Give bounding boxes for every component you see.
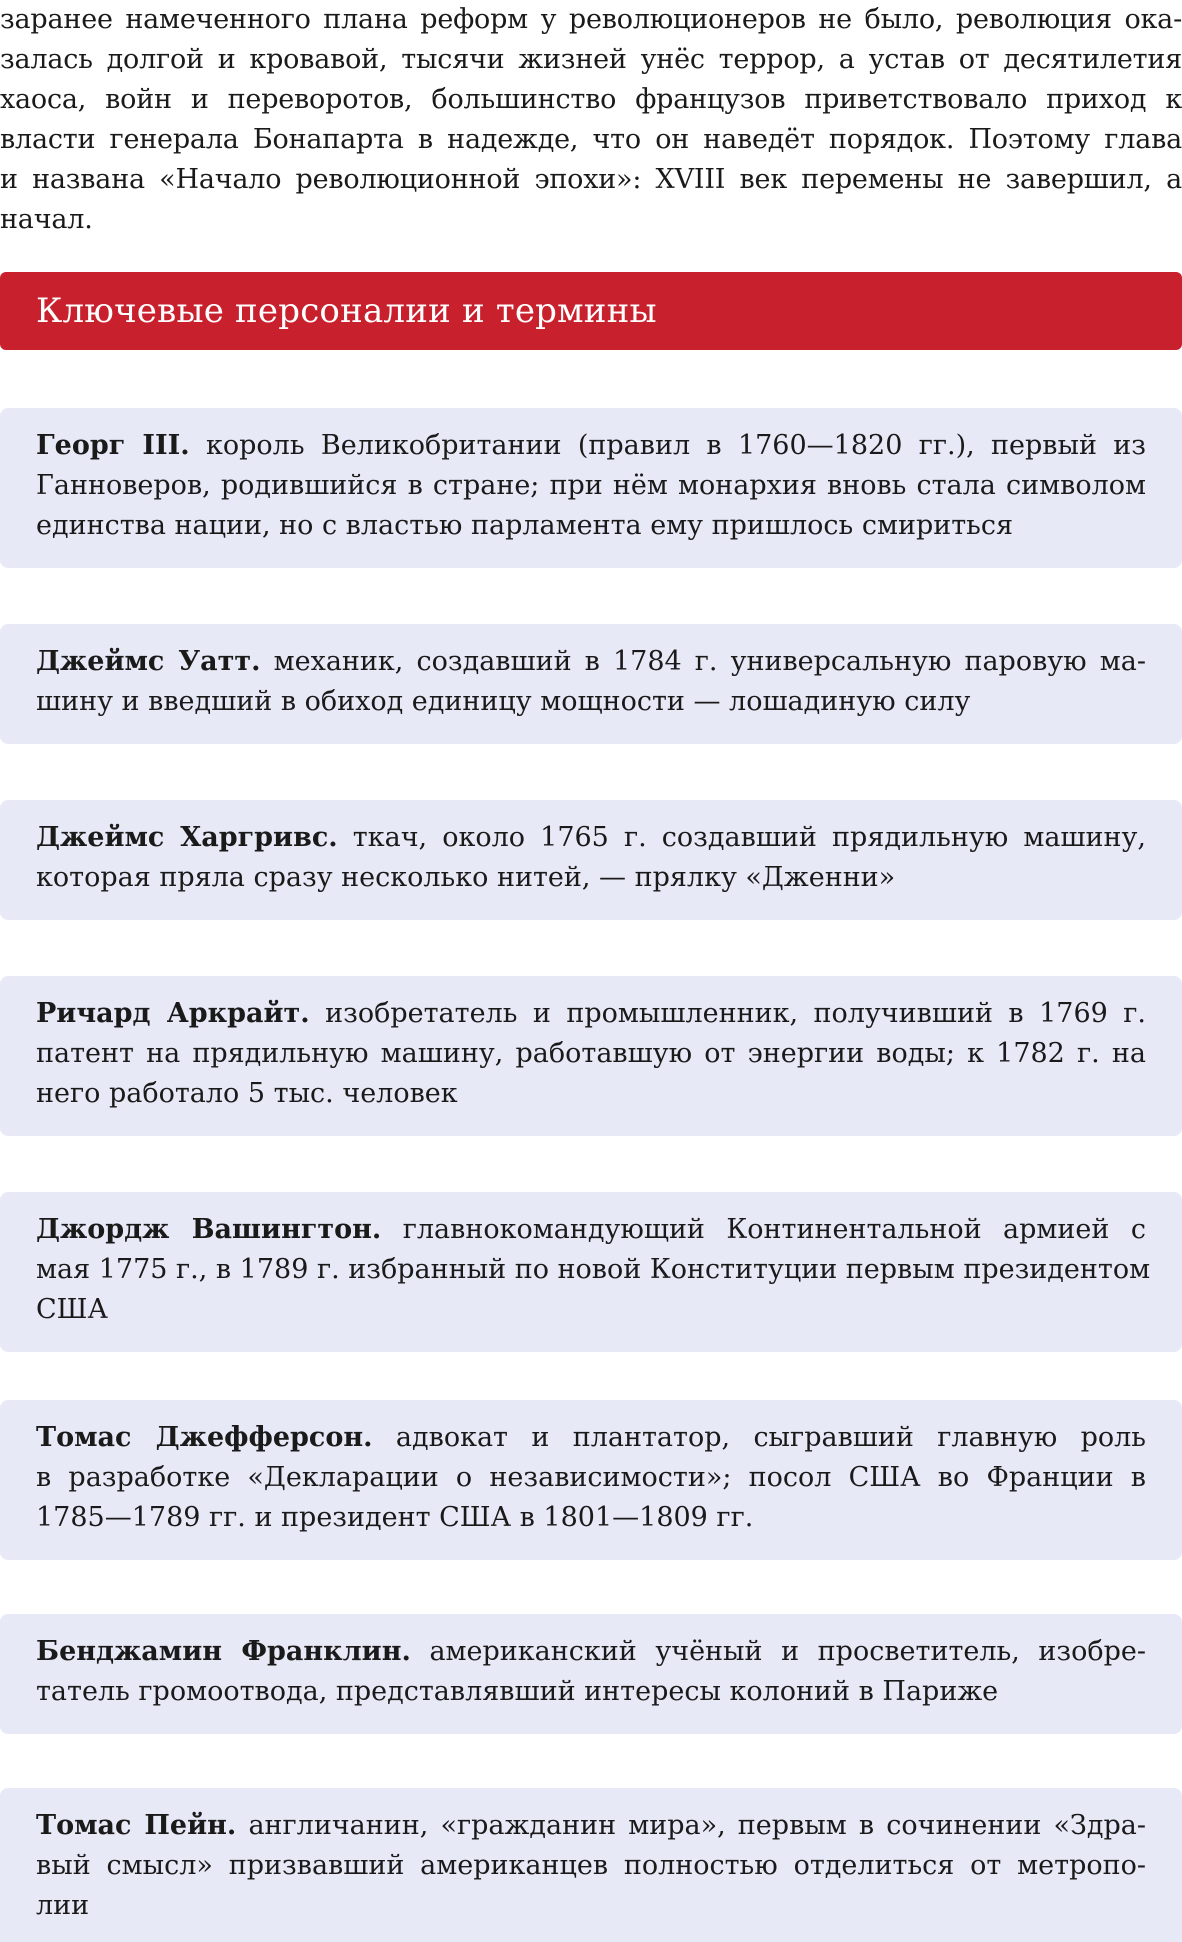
term-definition: изобретатель и промышленник, получивший в 1769 г. bbox=[309, 998, 1146, 1029]
term-card-line: патент на прядильную машину, работавшую от энергии воды; к 1782 г. на bbox=[36, 1038, 1146, 1069]
term-definition: главнокомандующий Континентальной армией с bbox=[381, 1214, 1146, 1245]
term-definition: англичанин, «гражданин мира», первым в сочинении «Здра- bbox=[236, 1810, 1146, 1841]
term-card-line bbox=[36, 426, 1146, 466]
term-definition: механик, создавший в 1784 г. универсальную паровую ма- bbox=[260, 646, 1146, 677]
term-card bbox=[0, 624, 1182, 744]
term-card-line: единства нации, но с властью парламента ему пришлось смириться bbox=[36, 510, 1014, 541]
section-title: Ключевые персоналии и термины bbox=[36, 291, 657, 331]
term-card bbox=[0, 1614, 1182, 1734]
term-card bbox=[0, 408, 1182, 568]
term-card bbox=[0, 800, 1182, 920]
intro-paragraph bbox=[0, 0, 1182, 240]
term-card-line: США bbox=[36, 1294, 108, 1325]
term-definition: американский учёный и просветитель, изобре- bbox=[410, 1636, 1146, 1667]
term-card-line: него работало 5 тыс. человек bbox=[36, 1078, 458, 1109]
term-card-line bbox=[36, 1632, 1146, 1672]
term-card bbox=[0, 976, 1182, 1136]
term-card-line bbox=[36, 994, 1146, 1034]
term-name: Ричард Аркрайт. bbox=[36, 998, 310, 1029]
term-name: Бенджамин Франклин. bbox=[36, 1636, 411, 1667]
term-definition: ткач, около 1765 г. создавший прядильную машину, bbox=[337, 822, 1146, 853]
term-card-text bbox=[36, 994, 1146, 1114]
term-card-line: которая пряла сразу несколько нитей, — прялку «Дженни» bbox=[36, 862, 896, 893]
term-name: Томас Пейн. bbox=[36, 1810, 237, 1841]
term-card-line bbox=[36, 1806, 1146, 1846]
term-card-line bbox=[36, 818, 1146, 858]
term-name: Джордж Вашингтон. bbox=[36, 1214, 382, 1245]
term-card-text bbox=[36, 426, 1146, 546]
term-card-line: татель громоотвода, представлявший интересы колоний в Париже bbox=[36, 1676, 999, 1707]
term-name: Джеймс Уатт. bbox=[36, 646, 261, 677]
term-card-text bbox=[36, 1210, 1151, 1330]
term-card-line: мая 1775 г., в 1789 г. избранный по новой Конституции первым президентом bbox=[36, 1254, 1151, 1285]
term-card bbox=[0, 1400, 1182, 1560]
term-card-line: вый смысл» призвавший американцев полностью отделиться от метропо- bbox=[36, 1850, 1146, 1881]
term-card-line: лии bbox=[36, 1890, 90, 1921]
section-header bbox=[0, 272, 1182, 350]
term-card bbox=[0, 1788, 1182, 1942]
term-card-text bbox=[36, 1418, 1146, 1538]
term-card-line: в разработке «Декларации о независимости»; посол США во Франции в bbox=[36, 1462, 1146, 1493]
term-name: Джеймс Харгривс. bbox=[36, 822, 338, 853]
term-card bbox=[0, 1192, 1182, 1352]
term-card-line bbox=[36, 1418, 1146, 1458]
term-card-text bbox=[36, 1632, 1146, 1712]
term-card-line: 1785—1789 гг. и президент США в 1801—1809 гг. bbox=[36, 1502, 754, 1533]
intro-line: власти генерала Бонапарта в надежде, что он наведёт порядок. Поэтому глава bbox=[0, 124, 1182, 155]
term-name: Георг III. bbox=[36, 430, 190, 461]
intro-line: начал. bbox=[0, 204, 93, 235]
intro-line: хаоса, войн и переворотов, большинство французов приветствовало приход к bbox=[0, 84, 1182, 115]
term-card-text bbox=[36, 818, 1146, 898]
intro-line: залась долгой и кровавой, тысячи жизней унёс террор, а устав от десятилетия bbox=[0, 44, 1182, 75]
term-card-text bbox=[36, 1806, 1146, 1926]
term-definition: король Великобритании (правил в 1760—1820 гг.), первый из bbox=[189, 430, 1146, 461]
term-definition: адвокат и плантатор, сыгравший главную роль bbox=[372, 1422, 1146, 1453]
intro-line: и названа «Начало революционной эпохи»: XVIII век перемены не завершил, а bbox=[0, 164, 1182, 195]
term-card-line: Ганноверов, родившийся в стране; при нём монархия вновь стала символом bbox=[36, 470, 1146, 501]
term-card-line bbox=[36, 642, 1146, 682]
term-card-text bbox=[36, 642, 1146, 722]
term-name: Томас Джефферсон. bbox=[36, 1422, 373, 1453]
term-card-line: шину и введший в обиход единицу мощности — лошадиную силу bbox=[36, 686, 971, 717]
intro-line: заранее намеченного плана реформ у революционеров не было, революция ока- bbox=[0, 4, 1182, 35]
term-card-line bbox=[36, 1210, 1146, 1250]
